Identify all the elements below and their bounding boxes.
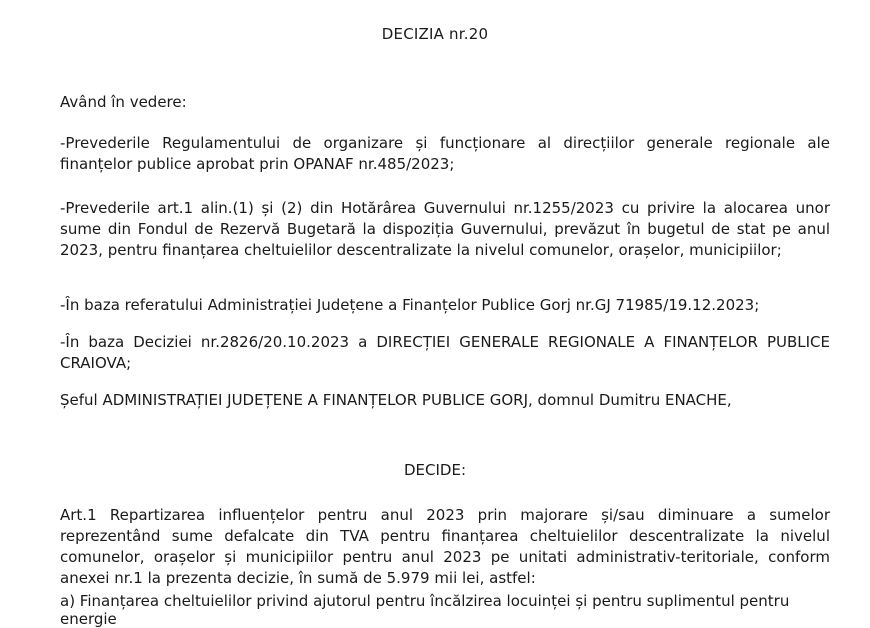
consideration-decision-craiova: -În baza Deciziei nr.2826/20.10.2023 a DIRECȚIEI GENERALE REGIONALE A FINANȚELOR PUBLICE CRAIOVA; [60, 333, 830, 372]
cutoff-line-text: a) Finanțarea cheltuielilor privind ajutorul pentru încălzirea locuinței și pentru suplimentul pentru energie [60, 592, 790, 628]
document-title: DECIZIA nr.20 [381, 25, 489, 43]
cutoff-line [60, 586, 830, 628]
decide-heading: DECIDE: [403, 461, 466, 479]
intro-text: Având în vedere: [60, 93, 187, 111]
consideration-government-decision: -Prevederile art.1 alin.(1) și (2) din Hotărârea Guvernului nr.1255/2023 cu privire la alocarea unor sume din Fondul de Rezervă Bugetară la dispoziția Guvernului, prevăzut în bugetul de stat pe anul 2023, pentru finanțarea cheltuielilor descentralizate la nivelul comunelor, orașelor, municipiilor; [60, 199, 830, 259]
consideration-report: -În baza referatului Administrației Județene a Finanțelor Publice Gorj nr.GJ 71985/19.12.2023; [60, 296, 760, 314]
head-of-administration: Șeful ADMINISTRAȚIEI JUDEȚENE A FINANȚELOR PUBLICE GORJ, domnul Dumitru ENACHE, [60, 391, 732, 409]
article-1: Art.1 Repartizarea influențelor pentru anul 2023 prin majorare și/sau diminuare a sumelor reprezentând sume defalcate din TVA pentru finanțarea cheltuielilor descentralizate la nivelul comunelor, orașelor și municipiilor pentru anul 2023 pe unitati administrativ-teritoriale, conform anexei nr.1 la prezenta decizie, în sumă de 5.979 mii lei, astfel: [60, 506, 830, 587]
consideration-regulation: -Prevederile Regulamentului de organizare și funcționare al direcțiilor generale regionale ale finanțelor publice aprobat prin OPANAF nr.485/2023; [60, 134, 830, 173]
